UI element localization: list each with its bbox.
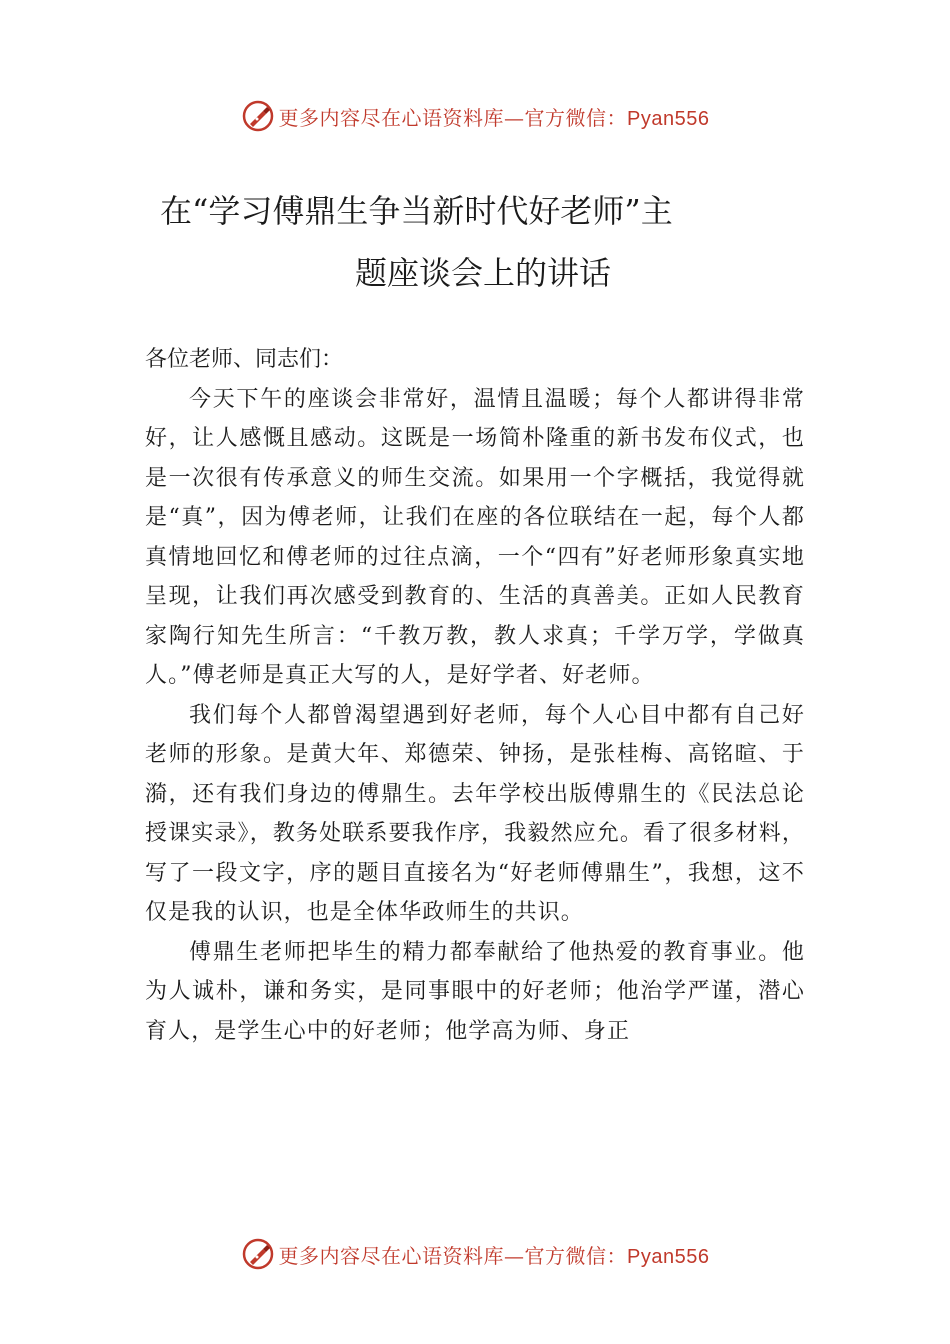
paragraph-2: 我们每个人都曾渴望遇到好老师，每个人心目中都有自己好老师的形象。是黄大年、郑德荣、钟扬，是张桂梅、高铭暄、于漪，还有我们身边的傅鼎生。去年学校出版傅鼎生的《民法总论授课实录》，教务处联系要我作序，我毅然应允。看了很多材料，写了一段文字，序的题目直接名为“好老师傅鼎生”，我想，这不仅是我的认识，也是全体华政师生的共识。 xyxy=(145,702,805,925)
document-title xyxy=(150,180,800,304)
footer-wechat-id: Pyan556 xyxy=(627,1245,710,1268)
pen-logo-icon xyxy=(241,1237,275,1271)
header-banner-text: 更多内容尽在心语资料库—官方微信：Pyan556 xyxy=(278,105,710,130)
header-banner xyxy=(0,96,950,136)
paragraph-1: 今天下午的座谈会非常好，温情且温暖；每个人都讲得非常好，让人感慨且感动。这既是一场简朴隆重的新书发布仪式，也是一次很有传承意义的师生交流。如果用一个字概括，我觉得就是“真”，因为傅老师，让我们在座的各位联结在一起，每个人都真情地回忆和傅老师的过往点滴，一个“四有”好老师形象真实地呈现，让我们再次感受到教育的、生活的真善美。正如人民教育家陶行知先生所言：“千教万教，教人求真；千学万学，学做真人。”傅老师是真正大写的人，是好学者、好老师。 xyxy=(145,386,805,688)
footer-banner xyxy=(0,1234,950,1274)
header-wechat-id: Pyan556 xyxy=(627,107,710,130)
paragraph-3: 傅鼎生老师把毕生的精力都奉献给了他热爱的教育事业。他为人诚朴，谦和务实，是同事眼中的好老师；他治学严谨，潜心育人，是学生心中的好老师；他学高为师、身正 xyxy=(145,939,805,1044)
footer-banner-text: 更多内容尽在心语资料库—官方微信：Pyan556 xyxy=(278,1243,710,1268)
document-body xyxy=(145,340,805,1051)
title-line-1: 在“学习傅鼎生争当新时代好老师”主 xyxy=(160,192,673,230)
title-line-2: 题座谈会上的讲话 xyxy=(355,254,612,292)
pen-logo-icon xyxy=(241,99,275,133)
greeting: 各位老师、同志们： xyxy=(145,347,344,372)
